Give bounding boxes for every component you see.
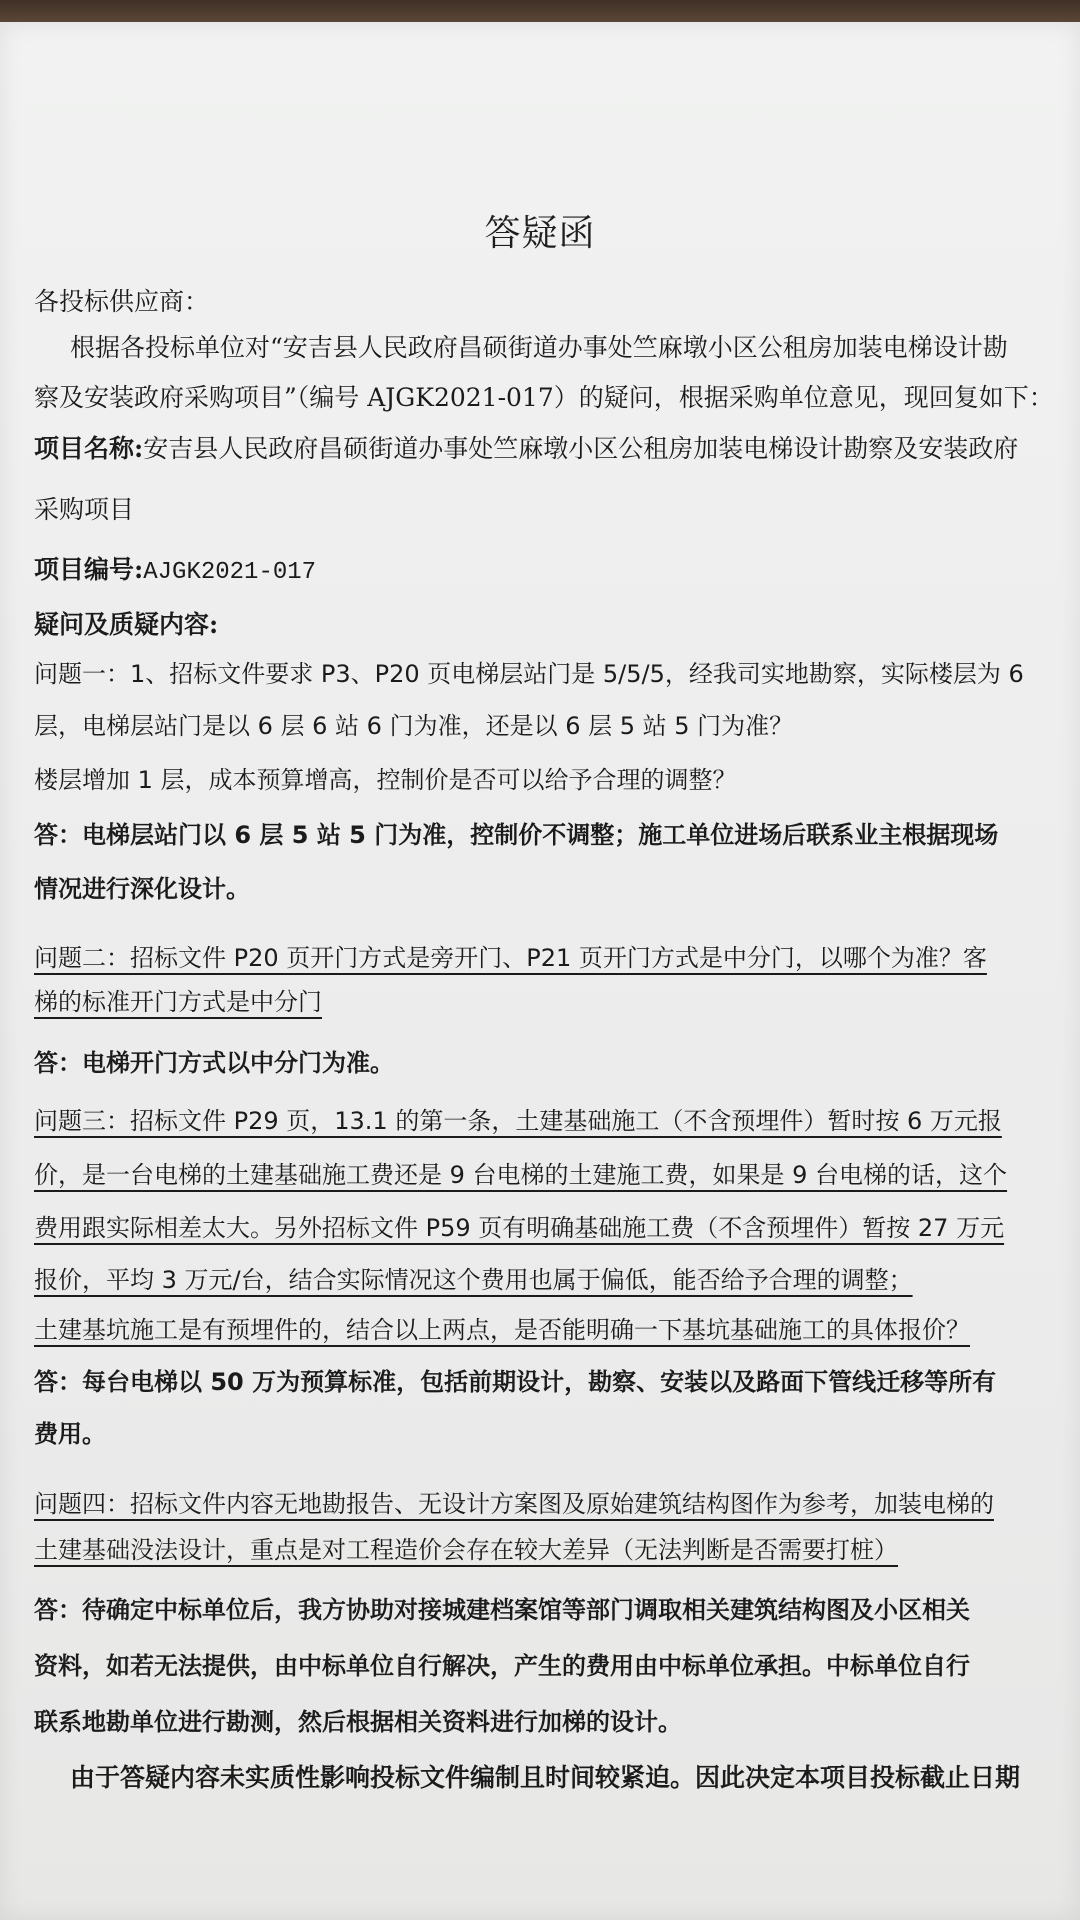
answer-4-line-3: 联系地勘单位进行勘测，然后根据相关资料进行加梯的设计。 <box>34 1708 682 1736</box>
question-1-line-3: 楼层增加 1 层，成本预算增高，控制价是否可以给予合理的调整？ <box>34 766 737 794</box>
answer-2-line-1: 答：电梯开门方式以中分门为准。 <box>34 1049 394 1077</box>
answer-3-line-2: 费用。 <box>34 1420 106 1448</box>
project-name-line-2: 采购项目 <box>34 495 135 524</box>
answer-4-line-1: 答：待确定中标单位后，我方协助对接城建档案馆等部门调取相关建筑结构图及小区相关 <box>34 1596 970 1624</box>
question-3-line-4: 报价，平均 3 万元/台，结合实际情况这个费用也属于偏低，能否给予合理的调整； <box>34 1266 913 1294</box>
question-3-line-2: 价，是一台电梯的土建基础施工费还是 9 台电梯的土建施工费，如果是 9 台电梯的话，这个 <box>34 1161 1008 1189</box>
question-4-line-2: 土建基础没法设计，重点是对工程造价会存在较大差异（无法判断是否需要打桩） <box>34 1536 898 1564</box>
question-2-line-1: 问题二：招标文件 P20 页开门方式是旁开门、P21 页开门方式是中分门，以哪个为准？客 <box>34 944 987 972</box>
intro-line-1: 根据各投标单位对“安吉县人民政府昌硕街道办事处竺麻墩小区公租房加装电梯设计勘 <box>70 333 1008 362</box>
project-code-label: 项目编号: <box>34 555 144 584</box>
project-code-value: AJGK2021-017 <box>143 559 317 586</box>
qa-heading: 疑问及质疑内容: <box>34 610 219 639</box>
answer-1-line-1: 答：电梯层站门以 6 层 5 站 5 门为准，控制价不调整；施工单位进场后联系业主根据现场 <box>34 821 999 849</box>
question-4-line-1: 问题四：招标文件内容无地勘报告、无设计方案图及原始建筑结构图作为参考，加装电梯的 <box>34 1490 994 1518</box>
document-title: 答疑函 <box>484 213 596 254</box>
answer-4-line-2: 资料，如若无法提供，由中标单位自行解决，产生的费用由中标单位承担。中标单位自行 <box>34 1652 970 1680</box>
project-name-label: 项目名称: <box>34 434 144 463</box>
question-1-line-1: 问题一：1、招标文件要求 P3、P20 页电梯层站门是 5/5/5，经我司实地勘察，实际楼层为 6 <box>34 660 1024 688</box>
question-3-line-5: 土建基坑施工是有预埋件的，结合以上两点，是否能明确一下基坑基础施工的具体报价？ <box>34 1316 970 1344</box>
answer-3-line-1: 答：每台电梯以 50 万为预算标准，包括前期设计，勘察、安装以及路面下管线迁移等所有 <box>34 1368 997 1396</box>
closing-line: 由于答疑内容未实质性影响投标文件编制且时间较紧迫。因此决定本项目投标截止日期 <box>70 1763 1021 1792</box>
project-name-value: 安吉县人民政府昌硕街道办事处竺麻墩小区公租房加装电梯设计勘察及安装政府 <box>143 434 1019 463</box>
intro-line-2: 察及安装政府采购项目”（编号 AJGK2021-017）的疑问，根据采购单位意见，现回复如下： <box>34 383 1054 412</box>
question-2-line-2: 梯的标准开门方式是中分门 <box>34 988 322 1016</box>
question-3-line-1: 问题三：招标文件 P29 页，13.1 的第一条，土建基础施工（不含预埋件）暂时按 6 万元报 <box>34 1107 1002 1135</box>
project-code-line <box>34 550 316 593</box>
question-1-line-2: 层，电梯层站门是以 6 层 6 站 6 门为准，还是以 6 层 5 站 5 门为准？ <box>34 712 794 740</box>
question-3-line-3: 费用跟实际相差太大。另外招标文件 P59 页有明确基础施工费（不含预埋件）暂按 27 万元 <box>34 1214 1005 1242</box>
project-name-line-1 <box>34 429 1018 469</box>
salutation: 各投标供应商： <box>34 287 210 316</box>
answer-1-line-2: 情况进行深化设计。 <box>34 875 250 903</box>
desk-background <box>0 0 1080 22</box>
